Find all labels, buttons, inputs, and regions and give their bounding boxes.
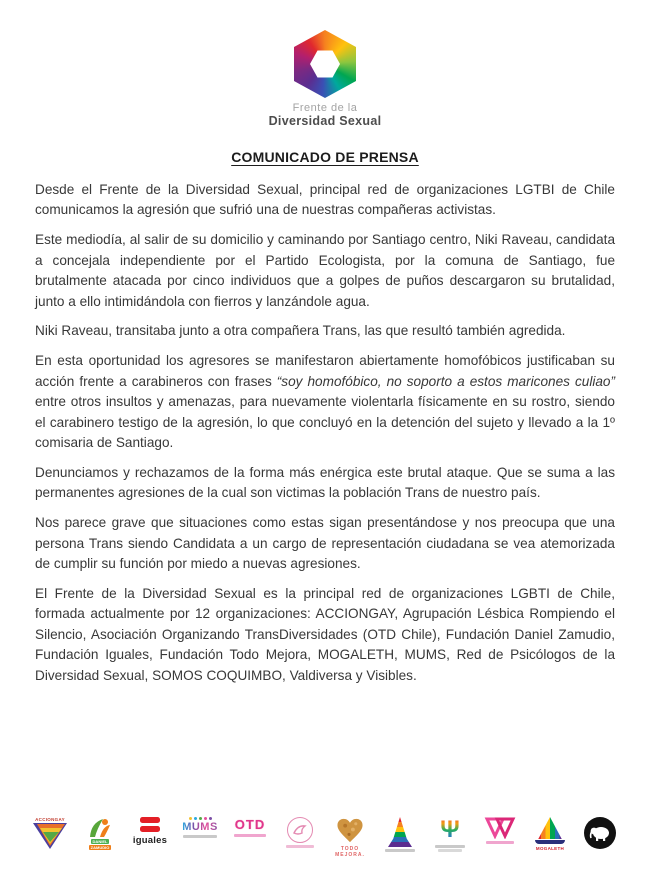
- mums-label: MUMS: [182, 821, 218, 833]
- mogaleth-hull-icon: [535, 840, 565, 844]
- dove-icon: [292, 822, 308, 838]
- acciongay-label: ACCIONGAY: [35, 817, 65, 822]
- logo-red-de-psicologos: [427, 817, 473, 877]
- rompiendo-silencio-smudge: [286, 845, 314, 848]
- logo-acciongay: [27, 817, 73, 877]
- paragraph-5: Denunciamos y rechazamos de la forma más enérgica este brutal ataque. Que se suma a las permanentes agresiones de la cual son victimas la población Trans de nuestro país.: [35, 464, 615, 501]
- elephant-icon: [589, 824, 611, 842]
- document-title: [0, 149, 650, 165]
- otd-subtitle-smudge: [234, 834, 266, 837]
- rompiendo-silencio-circle-icon: [287, 817, 313, 843]
- logo-todo-mejora: [327, 817, 373, 877]
- zamudio-label-1: DANIEL: [92, 839, 108, 844]
- mums-subtitle-smudge: [183, 835, 217, 838]
- logo-mums: [177, 817, 223, 877]
- logo-valdiversa: [377, 817, 423, 877]
- paragraph-4: [35, 351, 615, 453]
- paragraph-4-post: entre otros insultos y amenazas, para nuevamente violentarla físicamente en su rostro, siendo el carabinero testigo de la agresión, lo que concluyó en la detención del sujeto y llevado a la 1º comisaria de Santiago.: [35, 394, 615, 450]
- brand-line2: Diversidad Sexual: [268, 114, 382, 128]
- psi-symbol-icon: Ψ: [440, 816, 460, 843]
- rainbow-hexagon-logo-icon: [294, 30, 356, 98]
- paragraph-4-pre: En esta oportunidad los agresores se manifestaron abiertamente homofóbicos justificaban su acción frente a carabineros con frases: [35, 353, 615, 389]
- otd-label: OTD: [234, 817, 266, 832]
- logo-visibles: [577, 817, 623, 877]
- mums-stars-icon: [189, 817, 212, 820]
- paragraph-4-quote: “soy homofóbico, no soporto a estos maricones culiao”: [276, 373, 616, 389]
- header: [0, 30, 650, 128]
- mogaleth-sail-icon: [536, 817, 564, 839]
- document-body: [35, 180, 615, 695]
- todo-mejora-label-2: MEJORA.: [335, 852, 365, 858]
- somos-coquimbo-smudge: [486, 841, 514, 844]
- mums-dot: [199, 817, 202, 820]
- mums-dot: [194, 817, 197, 820]
- logo-rompiendo-el-silencio: [277, 817, 323, 877]
- paragraph-1: Desde el Frente de la Diversidad Sexual, principal red de organizaciones LGTBI de Chile comunicamos la agresión que sufrió una de nuestras compañeras activistas.: [35, 182, 615, 218]
- mums-dot: [209, 817, 212, 820]
- iguales-equals-bar: [140, 826, 160, 832]
- logo-fundacion-daniel-zamudio: [77, 817, 123, 877]
- logo-fundacion-iguales: [127, 817, 173, 877]
- paragraph-7: El Frente de la Diversidad Sexual es la principal red de organizaciones LGBTI de Chile, formada actualmente por 12 organizaciones: ACCIONGAY, Agrupación Lésbica Rompiendo el Silencio, Asociación Organizando TransDiversidades (OTD Chile), Fundación Daniel Zamudio, Fundación Iguales, Fundación Todo Mejora, MOGALETH, MUMS, Red de Psicólogos de la Diversidad Sexual, SOMOS COQUIMBO, Valdiversa y Visibles.: [35, 585, 615, 683]
- valdiversa-tower-icon: [388, 817, 412, 847]
- member-logos-strip: [0, 817, 650, 879]
- mums-dot: [204, 817, 207, 820]
- paragraph-6: Nos parece grave que situaciones como estas sigan presentándose y nos preocupa que una persona Trans siendo Candidata a un cargo de representación ciudadana se vea atemorizada de cumplir su función por miedo a nuevas agresiones.: [35, 515, 615, 571]
- logo-somos-coquimbo: [477, 817, 523, 877]
- valdiversa-smudge: [385, 849, 415, 852]
- brand-line1: Frente de la: [292, 102, 358, 114]
- visibles-circle-icon: [584, 817, 616, 849]
- iguales-equals-bar: [140, 817, 160, 823]
- todo-mejora-heart-icon: [335, 817, 365, 844]
- logo-otd-chile: [227, 817, 273, 877]
- logo-mogaleth: [527, 817, 573, 877]
- daniel-zamudio-icon: [87, 817, 113, 839]
- document-title-text: COMUNICADO DE PRENSA: [231, 149, 419, 165]
- mums-dot: [189, 817, 192, 820]
- iguales-label: iguales: [132, 835, 168, 846]
- acciongay-triangle-icon: [33, 823, 67, 850]
- todo-mejora-label-1: TODO: [340, 846, 360, 852]
- mogaleth-label: MOGALETH: [535, 846, 565, 851]
- paragraph-3: Niki Raveau, transitaba junto a otra compañera Trans, las que resultó también agredida.: [35, 323, 566, 339]
- zamudio-label-2: ZAMUDIO: [90, 845, 110, 850]
- double-triangle-w-icon: [484, 817, 516, 839]
- paragraph-2: Este mediodía, al salir de su domicilio y caminando por Santiago centro, Niki Raveau, candidata a concejala independiente por el Partido Ecologista, por la comuna de Santiago, fue brutalmente atacada por cinco individuos que a golpes de puños descargaron su brutalidad, junto a ello intimidándola con fierros y lanzándole agua.: [35, 232, 615, 309]
- psicologos-smudge2: [438, 849, 462, 852]
- psicologos-smudge: [435, 845, 465, 848]
